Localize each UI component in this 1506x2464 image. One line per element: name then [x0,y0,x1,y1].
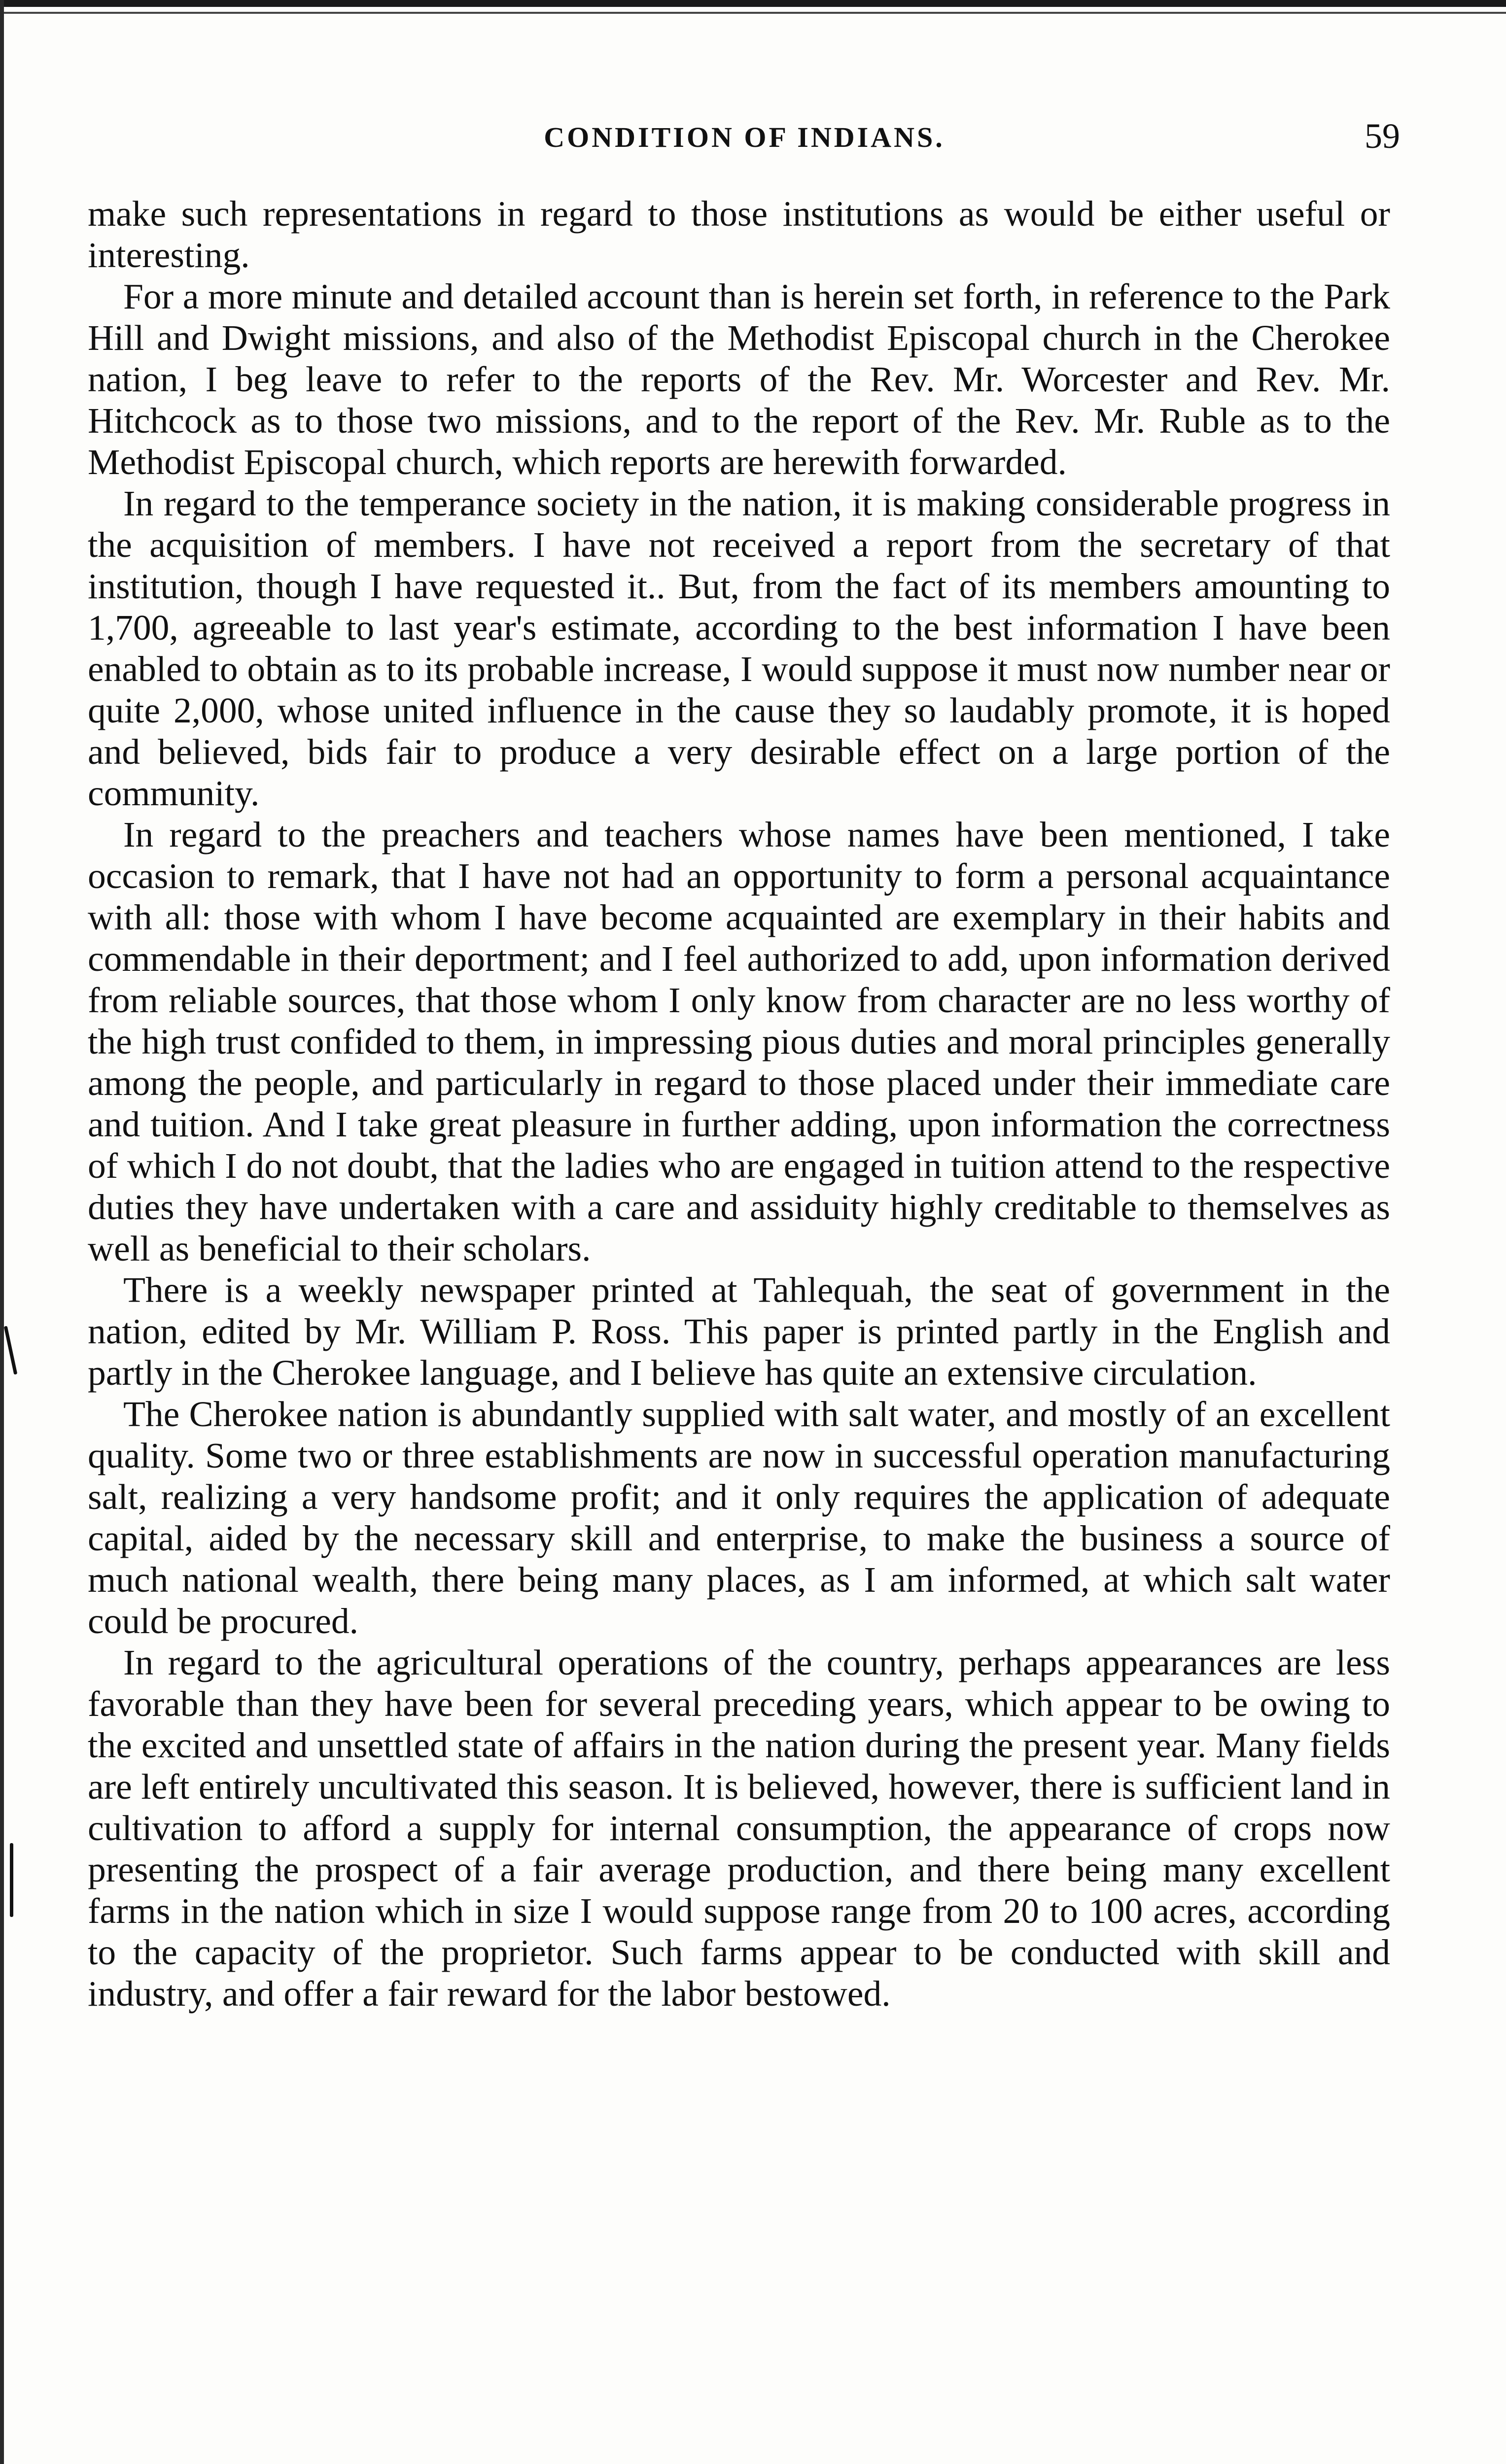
paragraph-6: The Cherokee nation is abundantly supplied with salt water, and mostly of an excellent quality. Some two or three establishments are now in successful operation manufacturing salt, realizing a very handsome profit; and it only requires the application of adequate capital, aided by the necessary skill and enterprise, to make the business a source of much national wealth, there being many places, as I am informed, at which salt water could be procured. [88,1394,1390,1641]
left-edge-shadow [0,0,4,2464]
page-number: 59 [1365,116,1400,156]
paragraph-2: For a more minute and detailed account than is herein set forth, in reference to the Park Hill and Dwight missions, and also of the Methodist Episcopal church in the Cherokee nation, I beg leave to refer to the reports of the Rev. Mr. Worcester and Rev. Mr. Hitchcock as to those two missions, and to the report of the Rev. Mr. Ruble as to the Methodist Episcopal church, which reports are herewith forwarded. [88,276,1390,482]
paragraph-3: In regard to the temperance society in the nation, it is making considerable progress in the acquisition of members. I have not received a report from the secretary of that institution, though I have requested it.. But, from the fact of its members amounting to 1,700, agreeable to last year's estimate, according to the best information I have been enabled to obtain as to its probable increase, I would suppose it must now number near or quite 2,000, whose united influence in the cause they so laudably promote, it is hoped and believed, bids fair to produce a very desirable effect on a large portion of the community. [88,483,1390,813]
paragraph-1: make such representations in regard to those institutions as would be either useful or interesting. [88,194,1390,275]
body-text [88,193,1390,2015]
page-header [89,116,1400,160]
margin-pencil-mark [4,1326,18,1374]
running-head: CONDITION OF INDIANS. [544,121,945,153]
paragraph-4: In regard to the preachers and teachers whose names have been mentioned, I take occasion to remark, that I have not had an opportunity to form a personal acquaintance with all: those with whom I have become acquainted are exemplary in their habits and commendable in their deportment; and I feel authorized to add, upon information derived from reliable sources, that those whom I only know from character are no less worthy of the high trust confided to them, in impressing pious duties and moral principles generally among the people, and particularly in regard to those placed under their immediate care and tuition. And I take great pleasure in further adding, upon information the correctness of which I do not doubt, that the ladies who are engaged in tuition attend to the respective duties they have undertaken with a care and assiduity highly creditable to themselves as well as beneficial to their scholars. [88,815,1390,1268]
margin-pencil-mark [10,1843,13,1917]
paragraph-7: In regard to the agricultural operations of the country, perhaps appearances are less favorable than they have been for several preceding years, which appear to be owing to the excited and unsettled state of affairs in the nation during the present year. Many fields are left entirely uncultivated this season. It is believed, however, there is sufficient land in cultivation to afford a supply for internal consumption, the appearance of crops now presenting the prospect of a fair average production, and there being many excellent farms in the nation which in size I would suppose range from 20 to 100 acres, according to the capacity of the proprietor. Such farms appear to be conducted with skill and industry, and offer a fair reward for the labor bestowed. [88,1643,1390,2014]
paragraph-5: There is a weekly newspaper printed at Tahlequah, the seat of government in the nation, edited by Mr. William P. Ross. This paper is printed partly in the English and partly in the Cherokee language, and I believe has quite an extensive circulation. [88,1270,1390,1393]
top-edge-thin-rule [0,12,1506,14]
top-edge-rule [0,0,1506,7]
